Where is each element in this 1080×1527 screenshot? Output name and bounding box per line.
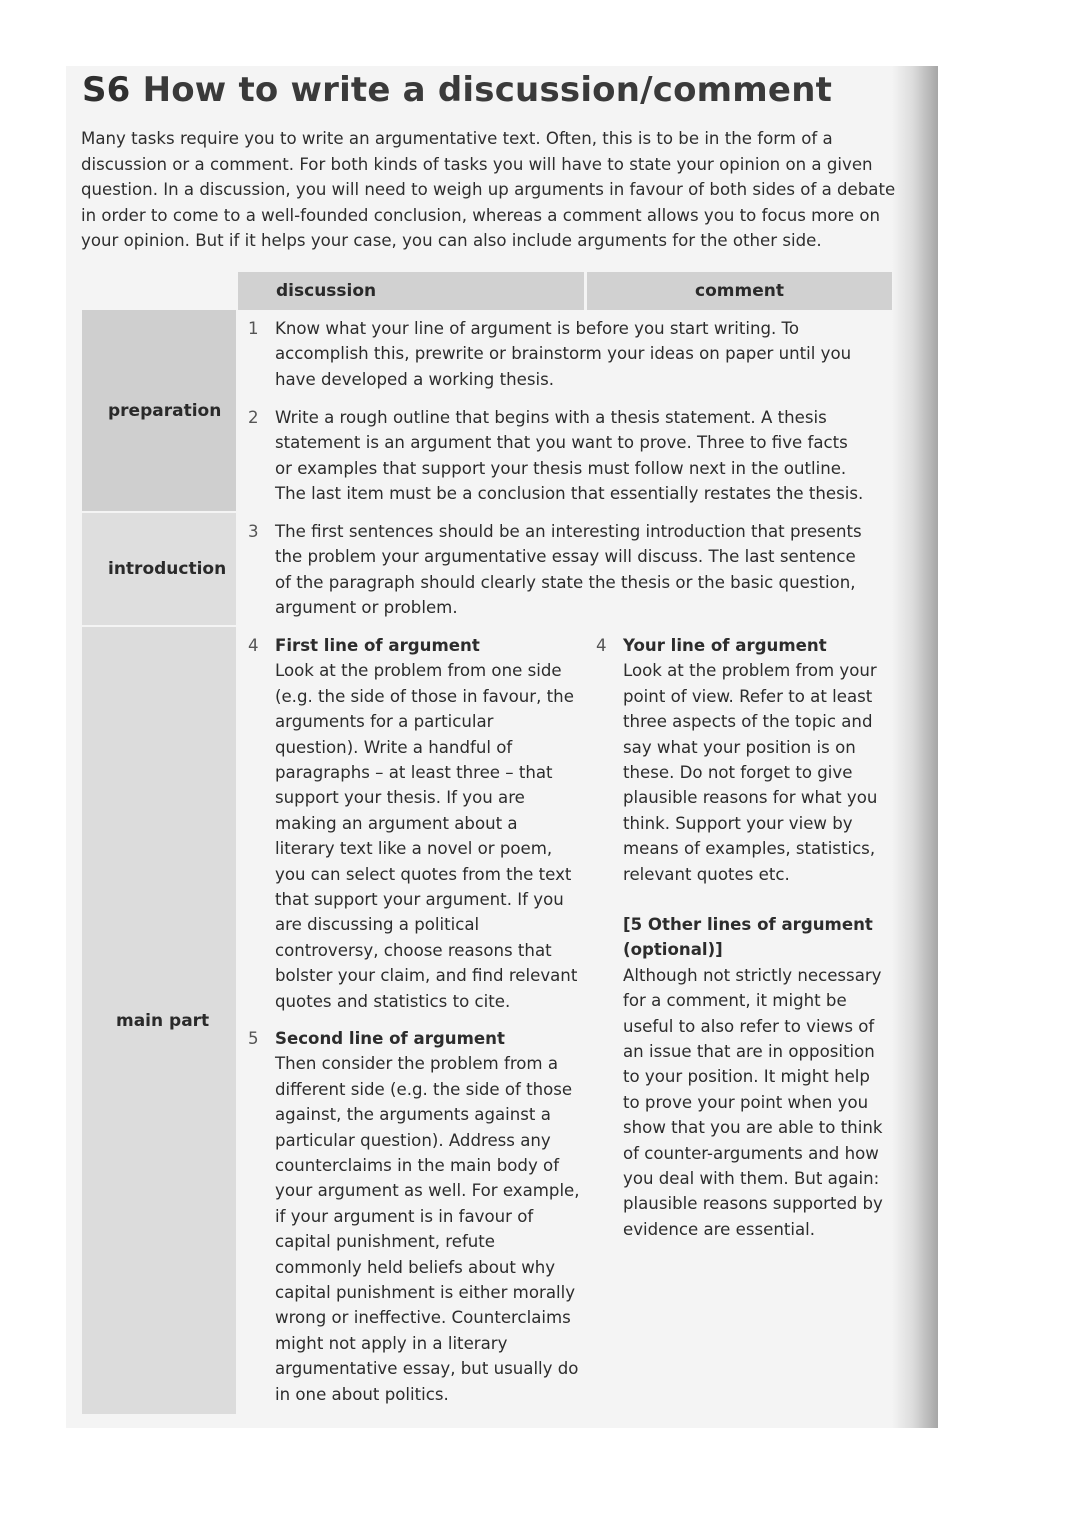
step-text: Look at the problem from one side (e.g. the side of those in favour, the arguments for a particular question). Write a handful of paragraphs – at least three – that support your thesis. If you are making an argument about a literary text like a novel or poem, you can select quotes from the text that support your argument. If you are discussing a political controversy, choose reasons that bolster your claim, and find relevant quotes and statistics to cite. xyxy=(275,661,578,1011)
step-body xyxy=(275,1026,580,1407)
section-label: main part xyxy=(116,1010,210,1031)
step-body xyxy=(623,633,885,887)
step-text: Although not strictly necessary for a comment, it might be useful to also refer to views of an issue that are in opposition to your position. It might help to prove your point when you show that you are able to think of counter-arguments and how you deal with them. But again: plausible reasons supported by evidence are essential. xyxy=(623,965,883,1239)
step-number: 4 xyxy=(596,636,607,655)
step-text: Know what your line of argument is before you start writing. To accomplish this, prewrite or brainstorm your ideas on paper until you have developed a working thesis. xyxy=(275,319,852,389)
intro-paragraph: Many tasks require you to write an argumentative text. Often, this is to be in the form of a discussion or a comment. For both kinds of tasks you will have to state your opinion on a given question. In a discussion, you will need to weigh up arguments in favour of both sides of a debate in order to come to a well-founded conclusion, whereas a comment allows you to focus more on your opinion. But if it helps your case, you can also include arguments for the other side. xyxy=(81,129,896,251)
step-text: Then consider the problem from a different side (e.g. the side of those against, the arguments against a particular question). Address any counterclaims in the main body of your argument as well. For example, if your argument is in favour of capital punishment, refute commonly held beliefs about why capital punishment is either morally wrong or ineffective. Counterclaims might not apply in a literary argumentative essay, but usually do in one about politics. xyxy=(275,1054,580,1404)
section-label: introduction xyxy=(108,559,227,579)
step-heading: [5 Other lines of argument (optional)] xyxy=(623,915,873,960)
section-introduction xyxy=(82,513,236,625)
section-label: preparation xyxy=(108,400,222,421)
step-heading: Your line of argument xyxy=(623,636,827,655)
column-header-discussion: discussion xyxy=(238,272,584,310)
page-gutter-shadow xyxy=(892,66,938,1428)
step-number: 4 xyxy=(248,636,259,655)
step-text: Look at the problem from your point of view. Refer to at least three aspects of the topic and say what your position is on these. Do not forget to give plausible reasons for what you think. Support your view by means of examples, statistics, relevant quotes etc. xyxy=(623,661,878,884)
section-code: S6 xyxy=(82,70,131,110)
step-number: 2 xyxy=(248,408,259,427)
step-body xyxy=(623,912,885,1242)
step-body xyxy=(275,633,580,1014)
step-number: 5 xyxy=(248,1029,259,1048)
section-preparation xyxy=(82,310,236,511)
section-main-part xyxy=(82,627,236,1414)
step-text: Write a rough outline that begins with a thesis statement. A thesis statement is an argument that you want to prove. Three to five facts or examples that support your thesis must follow next in the outline. The last item must be a conclusion that essentially restates the thesis. xyxy=(275,408,864,504)
column-header-comment: comment xyxy=(587,272,892,310)
step-text: The first sentences should be an interesting introduction that presents the problem your argumentative essay will discuss. The last sentence of the paragraph should clearly state the thesis or the basic question, argument or problem. xyxy=(275,522,862,618)
page-title xyxy=(82,70,832,110)
title-text: How to write a discussion/comment xyxy=(142,70,833,110)
step-number: 1 xyxy=(248,319,259,338)
step-number: 3 xyxy=(248,522,259,541)
textbook-page xyxy=(66,66,938,1428)
step-heading: First line of argument xyxy=(275,636,480,655)
step-heading: Second line of argument xyxy=(275,1029,505,1048)
